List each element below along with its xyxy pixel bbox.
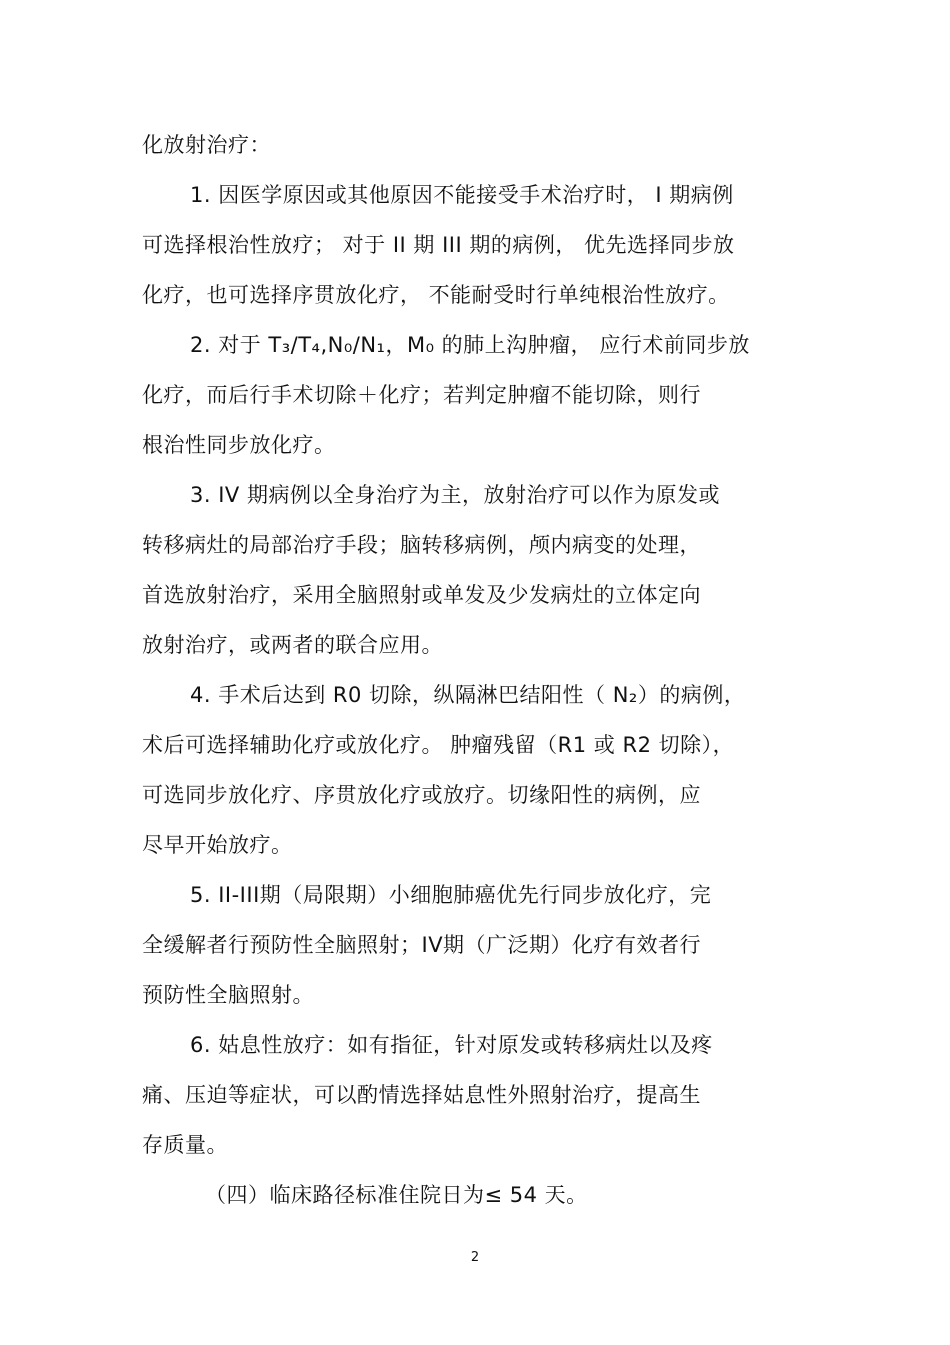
text-line: 全缓解者行预防性全脑照射；IV期（广泛期）化疗有效者行 [142, 933, 702, 957]
paragraph-4-line: 4. 手术后达到 R0 切除，纵隔淋巴结阳性（ N₂）的病例， [190, 683, 746, 707]
paragraph-6-line: 6. 姑息性放疗：如有指征，针对原发或转移病灶以及疼 [190, 1033, 713, 1057]
paragraph-3-line: 3. IV 期病例以全身治疗为主，放射治疗可以作为原发或 [190, 483, 720, 507]
section-heading-line: （四）临床路径标准住院日为≤ 54 天。 [205, 1183, 588, 1207]
text-line: 存质量。 [142, 1133, 228, 1157]
text-line: 痛、压迫等症状，可以酌情选择姑息性外照射治疗，提高生 [142, 1083, 701, 1107]
page-number: 2 [470, 1250, 480, 1265]
text-line: 转移病灶的局部治疗手段；脑转移病例，颅内病变的处理， [142, 533, 701, 557]
text-line: 放射治疗，或两者的联合应用。 [142, 633, 443, 657]
paragraph-2-line: 2. 对于 T₃/T₄,N₀/N₁，M₀ 的肺上沟肿瘤， 应行术前同步放 [190, 333, 750, 357]
paragraph-5-line: 5. II-III期（局限期）小细胞肺癌优先行同步放化疗，完 [190, 883, 712, 907]
text-line: 可选择根治性放疗； 对于 II 期 III 期的病例， 优先选择同步放 [142, 233, 735, 257]
text-line: 根治性同步放化疗。 [142, 433, 336, 457]
text-line: 化疗，也可选择序贯放化疗， 不能耐受时行单纯根治性放疗。 [142, 283, 730, 307]
paragraph-1-line: 1. 因医学原因或其他原因不能接受手术治疗时， I 期病例 [190, 183, 734, 207]
text-line: 尽早开始放疗。 [142, 833, 293, 857]
text-line: 可选同步放化疗、序贯放化疗或放疗。切缘阳性的病例，应 [142, 783, 701, 807]
text-line: 术后可选择辅助化疗或放化疗。 肿瘤残留（R1 或 R2 切除）， [142, 733, 735, 757]
text-line: 预防性全脑照射。 [142, 983, 314, 1007]
text-line: 首选放射治疗，采用全脑照射或单发及少发病灶的立体定向 [142, 583, 701, 607]
text-line: 化放射治疗： [142, 133, 271, 157]
text-line: 化疗，而后行手术切除＋化疗；若判定肿瘤不能切除，则行 [142, 383, 701, 407]
